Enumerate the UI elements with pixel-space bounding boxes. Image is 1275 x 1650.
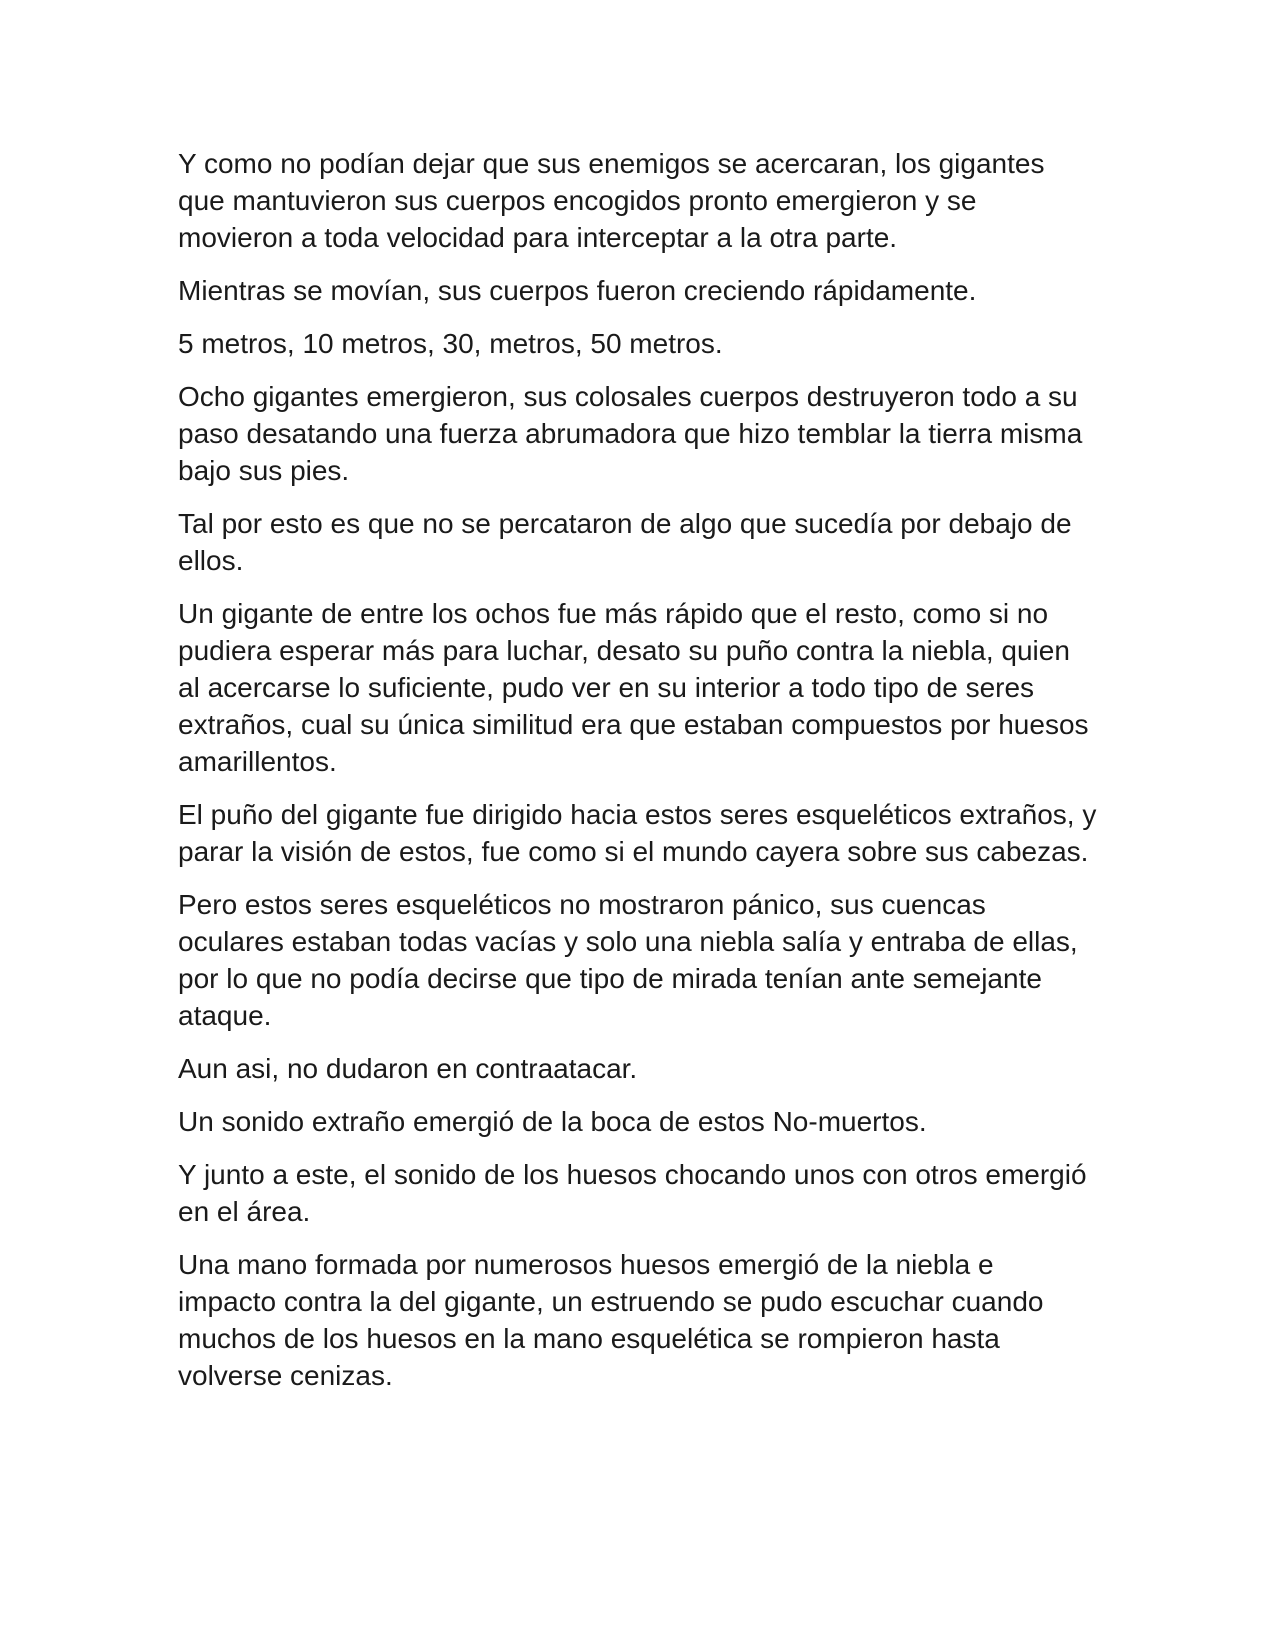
paragraph: Un gigante de entre los ochos fue más rápido que el resto, como si no pudiera esperar más para luchar, desato su puño contra la niebla, quien al acercarse lo suficiente, pudo ver en su interior a todo tipo de seres extraños, cual su única similitud era que estaban compuestos por huesos amarillentos. <box>178 598 1089 777</box>
paragraph: El puño del gigante fue dirigido hacia estos seres esqueléticos extraños, y parar la visión de estos, fue como si el mundo cayera sobre sus cabezas. <box>178 799 1097 867</box>
paragraph: Tal por esto es que no se percataron de algo que sucedía por debajo de ellos. <box>178 508 1072 576</box>
paragraph: Un sonido extraño emergió de la boca de estos No-muertos. <box>178 1106 927 1137</box>
document-body <box>178 145 1098 1410</box>
paragraph: Aun asi, no dudaron en contraatacar. <box>178 1053 638 1084</box>
paragraph: Y junto a este, el sonido de los huesos chocando unos con otros emergió en el área. <box>178 1159 1087 1227</box>
paragraph: Y como no podían dejar que sus enemigos se acercaran, los gigantes que mantuvieron sus cuerpos encogidos pronto emergieron y se movieron a toda velocidad para interceptar a la otra parte. <box>178 148 1045 253</box>
paragraph: Mientras se movían, sus cuerpos fueron creciendo rápidamente. <box>178 275 977 306</box>
paragraph: Pero estos seres esqueléticos no mostraron pánico, sus cuencas oculares estaban todas vacías y solo una niebla salía y entraba de ellas, por lo que no podía decirse que tipo de mirada tenían ante semejante ataque. <box>178 889 1078 1031</box>
paragraph: Una mano formada por numerosos huesos emergió de la niebla e impacto contra la del gigante, un estruendo se pudo escuchar cuando muchos de los huesos en la mano esquelética se rompieron hasta volverse cenizas. <box>178 1249 1044 1391</box>
paragraph: 5 metros, 10 metros, 30, metros, 50 metros. <box>178 328 723 359</box>
paragraph: Ocho gigantes emergieron, sus colosales cuerpos destruyeron todo a su paso desatando una fuerza abrumadora que hizo temblar la tierra misma bajo sus pies. <box>178 381 1083 486</box>
